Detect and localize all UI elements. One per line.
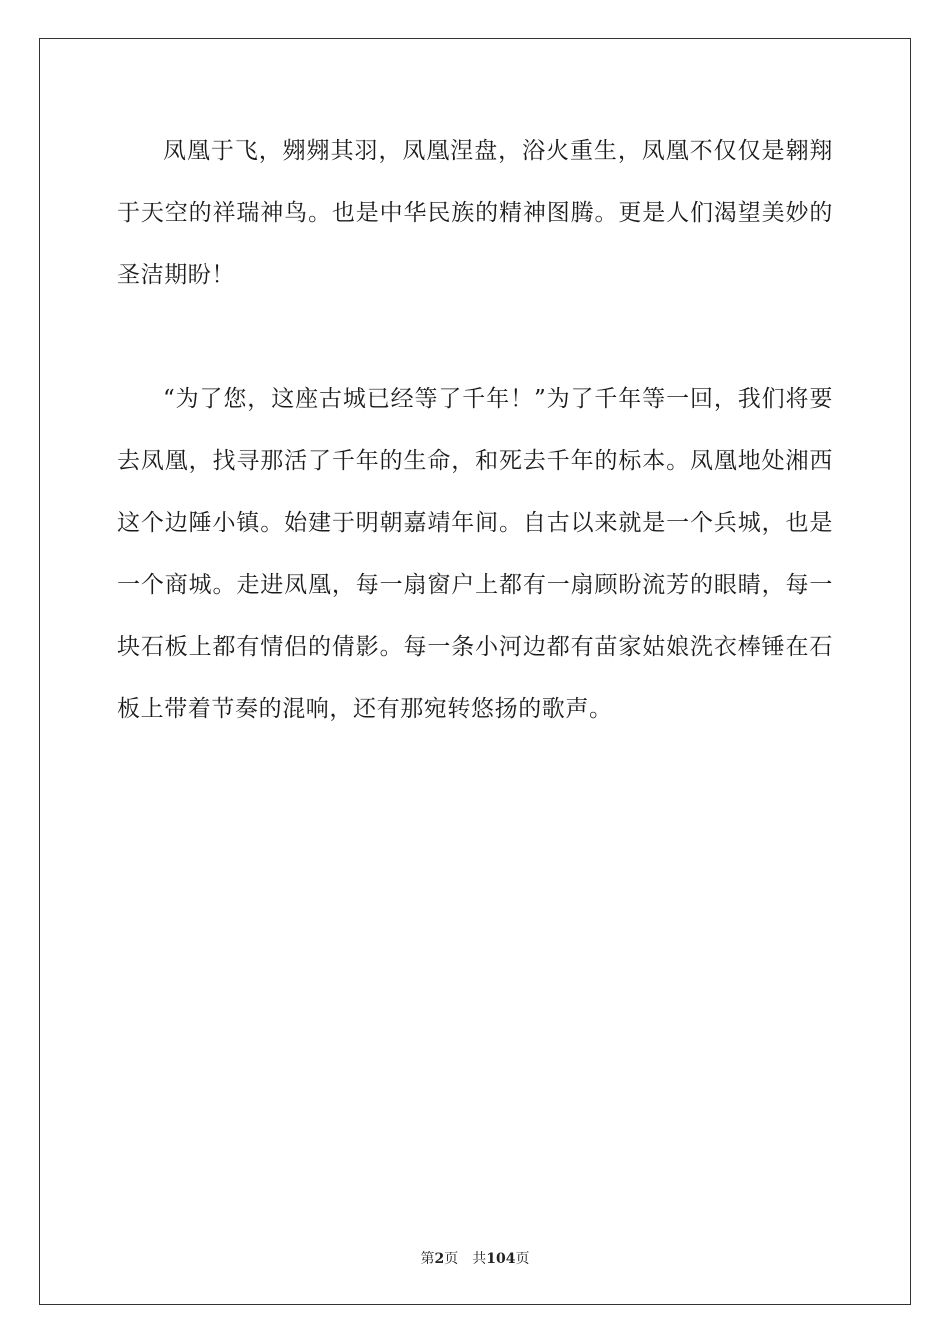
total-pages: 104 [486,1251,516,1267]
page-suffix: 页 [444,1251,459,1267]
document-body [117,120,833,740]
page-prefix: 第 [420,1251,435,1267]
page-footer [0,1248,950,1268]
total-prefix: 共 [472,1251,487,1267]
paragraph-1: 凤凰于飞，翙翙其羽，凤凰涅盘，浴火重生，凤凰不仅仅是翱翔于天空的祥瑞神鸟。也是中华民族的精神图腾。更是人们渴望美妙的圣洁期盼！ [117,138,833,288]
total-suffix: 页 [515,1251,530,1267]
paragraph-2: “为了您，这座古城已经等了千年！”为了千年等一回，我们将要去凤凰，找寻那活了千年的生命，和死去千年的标本。凤凰地处湘西这个边陲小镇。始建于明朝嘉靖年间。自古以来就是一个兵城，也是一个商城。走进凤凰，每一扇窗户上都有一扇顾盼流芳的眼睛，每一块石板上都有情侣的倩影。每一条小河边都有苗家姑娘洗衣棒锤在石板上带着节奏的混响，还有那宛转悠扬的歌声。 [117,386,833,722]
page-number: 2 [434,1251,445,1267]
